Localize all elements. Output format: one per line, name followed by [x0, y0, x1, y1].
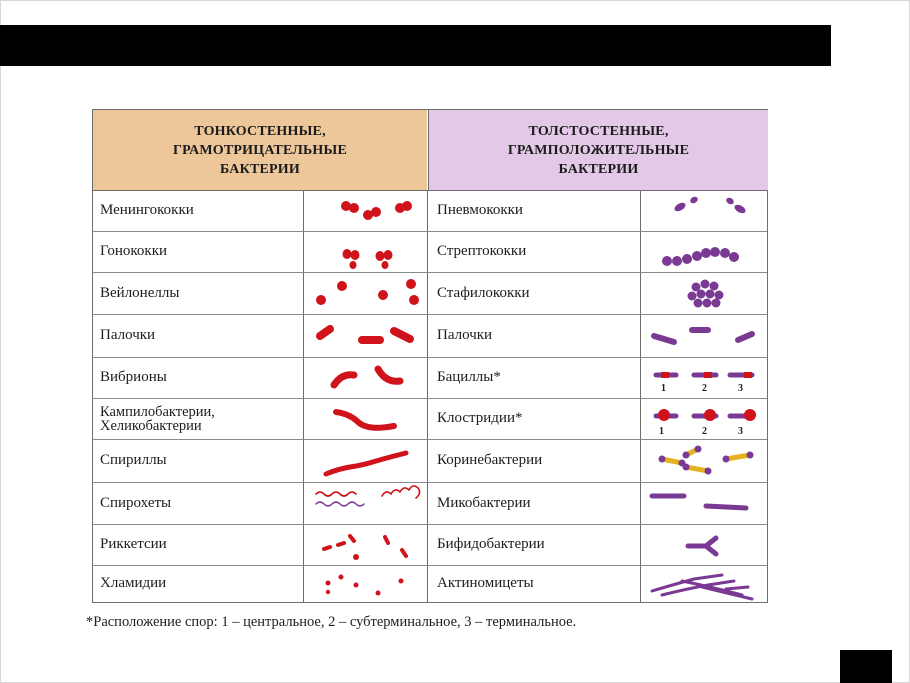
gram-negative-illustration	[306, 357, 425, 402]
name-line: Спирохеты	[100, 494, 172, 511]
name-line: Хеликобактерии	[100, 417, 202, 434]
gram-negative-illustration	[306, 190, 425, 235]
gram-positive-illustration	[642, 565, 766, 607]
spore-label-3: 3	[738, 383, 743, 394]
table-row	[93, 439, 767, 483]
name-line: Менингококки	[100, 202, 194, 218]
gram-positive-illustration	[642, 398, 766, 444]
gram-positive-name: Актиномицеты	[437, 575, 534, 591]
gram-positive-name: Стафилококки	[437, 284, 530, 301]
name-line: Кампилобактерии,	[100, 403, 215, 420]
header-right-line-1: ТОЛСТОСТЕННЫЕ,	[528, 123, 669, 139]
slide-number-block	[840, 650, 892, 683]
gram-positive-name: Бифидобактерии	[437, 536, 545, 552]
gram-negative-name	[100, 272, 300, 314]
gram-positive-name: Микобактерии	[437, 494, 531, 511]
header-left-line-3: БАКТЕРИИ	[220, 161, 300, 177]
name-line: Вибрионы	[100, 369, 167, 385]
name-line: Палочки	[100, 327, 156, 343]
gram-positive-name: Пневмококки	[437, 202, 523, 218]
table-row	[93, 190, 767, 232]
spore-label-3: 3	[738, 426, 743, 437]
gram-positive-name: Стрептококки	[437, 243, 527, 259]
spore-label-2: 2	[702, 426, 707, 437]
footnote: *Расположение спор: 1 – центральное, 2 – субтерминальное, 3 – терминальное.	[86, 614, 577, 630]
gram-positive-name: Палочки	[437, 327, 493, 343]
name-line: Спириллы	[100, 452, 167, 468]
gram-negative-name	[100, 565, 300, 602]
gram-negative-name	[100, 190, 300, 231]
gram-negative-illustration	[306, 314, 425, 361]
name-line: Гонококки	[100, 243, 168, 259]
gram-negative-illustration	[306, 482, 425, 527]
gram-positive-illustration	[642, 439, 766, 487]
table-row	[93, 314, 767, 358]
spore-label-2: 2	[702, 383, 707, 394]
gram-negative-illustration	[306, 565, 425, 606]
name-line: Вейлонеллы	[100, 284, 180, 301]
gram-negative-name	[100, 357, 300, 398]
gram-positive-name: Коринебактерии	[437, 452, 543, 468]
gram-negative-illustration	[306, 439, 425, 486]
header-gram-positive	[428, 110, 768, 191]
table-row	[93, 565, 767, 602]
gram-negative-name	[100, 482, 300, 524]
gram-positive-name: Бациллы*	[437, 369, 501, 385]
spore-label-1: 1	[659, 426, 664, 437]
table-row	[93, 272, 767, 315]
table-row	[93, 482, 767, 525]
gram-negative-illustration	[306, 272, 425, 317]
header-gram-negative	[93, 110, 427, 191]
gram-negative-illustration	[306, 524, 425, 569]
gram-negative-name	[100, 398, 300, 439]
gram-negative-illustration	[306, 231, 425, 276]
gram-negative-name	[100, 231, 300, 272]
name-line: Риккетсии	[100, 536, 167, 552]
header-left-line-2: ГРАМОТРИЦАТЕЛЬНЫЕ	[173, 142, 347, 158]
header-right-line-3: БАКТЕРИИ	[558, 161, 639, 177]
table-row	[93, 231, 767, 273]
gram-negative-name	[100, 314, 300, 357]
gram-positive-illustration	[642, 231, 766, 276]
name-line: Хламидии	[100, 575, 167, 591]
gram-positive-illustration	[642, 190, 766, 235]
gram-positive-illustration	[642, 482, 766, 529]
spore-label-1: 1	[661, 383, 666, 394]
gram-positive-illustration	[642, 272, 766, 319]
gram-positive-illustration	[642, 314, 766, 362]
gram-negative-name	[100, 524, 300, 565]
gram-negative-name	[100, 439, 300, 482]
gram-positive-illustration	[642, 357, 766, 403]
header-right-line-2: ГРАМПОЛОЖИТЕЛЬНЫЕ	[507, 142, 690, 158]
gram-positive-illustration	[642, 524, 766, 570]
table-row	[93, 398, 767, 440]
gram-negative-illustration	[306, 398, 425, 443]
table-row	[93, 524, 767, 566]
gram-positive-name: Клостридии*	[437, 410, 523, 426]
title-bar	[0, 25, 831, 66]
bacteria-table	[92, 109, 768, 603]
table-row	[93, 357, 767, 399]
header-left-line-1: ТОНКОСТЕННЫЕ,	[194, 123, 326, 139]
